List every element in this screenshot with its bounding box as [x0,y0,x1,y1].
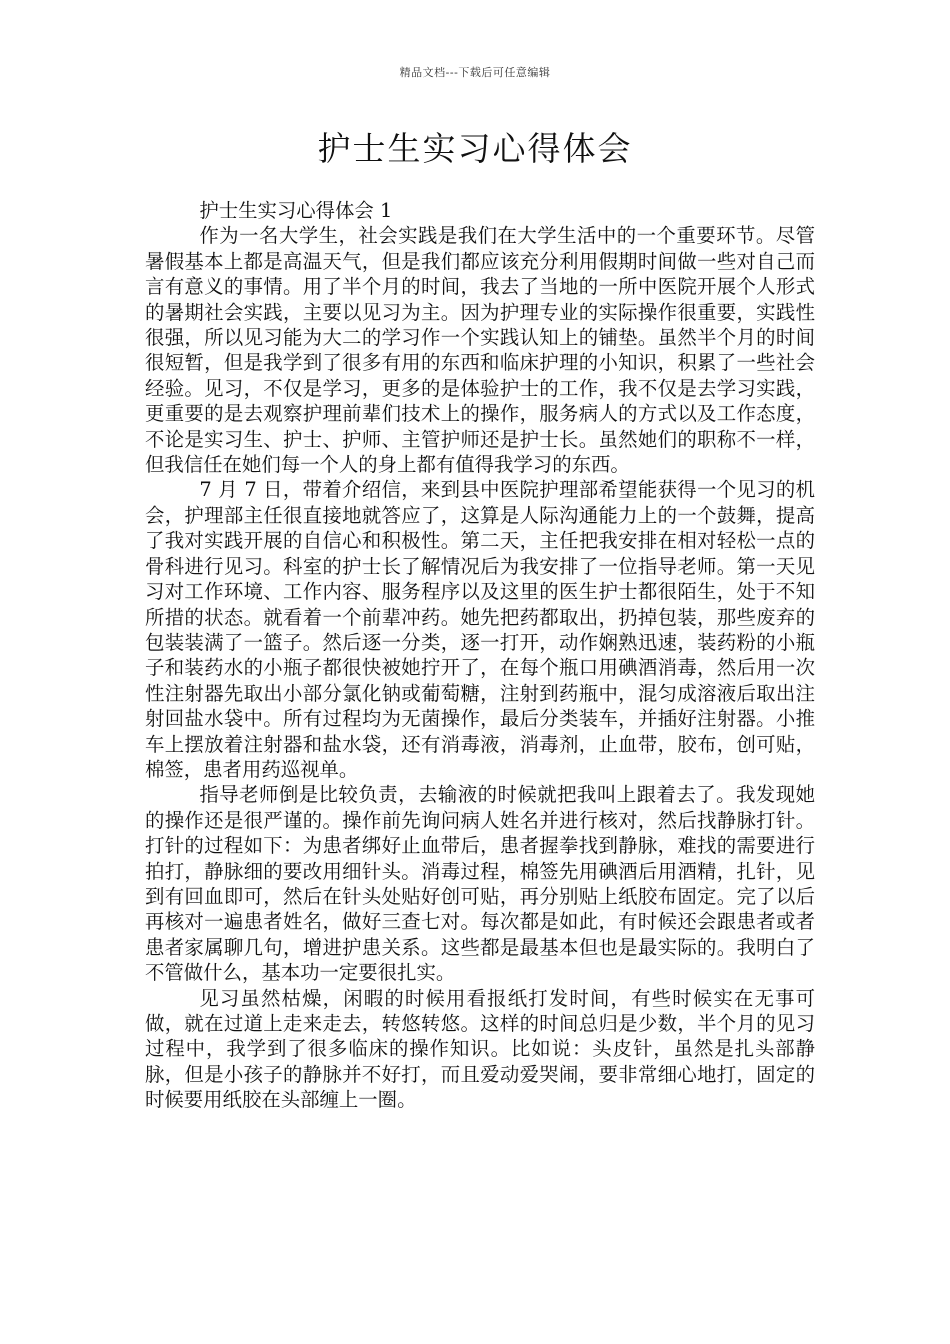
paragraph-3: 指导老师倒是比较负责，去输液的时候就把我叫上跟着去了。我发现她的操作还是很严谨的。操作前先询问病人姓名并进行核对，然后找静脉打针。打针的过程如下：为患者绑好止血带后，患者握拳找到静脉，难找的需要进行拍打，静脉细的要改用细针头。消毒过程，棉签先用碘酒后用酒精，扎针，见到有回血即可，然后在针头处贴好创可贴，再分别贴上纸胶布固定。完了以后再核对一遍患者姓名，做好三查七对。每次都是如此，有时候还会跟患者或者患者家属聊几句，增进护患关系。这些都是最基本但也是最实际的。我明白了不管做什么，基本功一定要很扎实。 [145,783,815,985]
document-title: 护士生实习心得体会 [317,129,633,168]
section-subtitle: 护士生实习心得体会 1 [199,199,393,222]
paragraph-1: 作为一名大学生，社会实践是我们在大学生活中的一个重要环节。尽管暑假基本上都是高温天气，但是我们都应该充分利用假期时间做一些对自己而言有意义的事情。用了半个月的时间，我去了当地的一所中医院开展个人形式的暑期社会实践，主要以见习为主。因为护理专业的实际操作很重要，实践性很强，所以见习能为大二的学习作一个实践认知上的铺垫。虽然半个月的时间很短暂，但是我学到了很多有用的东西和临床护理的小知识，积累了一些社会经验。见习，不仅是学习，更多的是体验护士的工作，我不仅是去学习实践，更重要的是去观察护理前辈们技术上的操作，服务病人的方式以及工作态度，不论是实习生、护士、护师、主管护师还是护士长。虽然她们的职称不一样，但我信任在她们每一个人的身上都有值得我学习的东西。 [145,224,815,477]
paragraph-4: 见习虽然枯燥，闲暇的时候用看报纸打发时间，有些时候实在无事可做，就在过道上走来走去，转悠转悠。这样的时间总归是少数，半个月的见习过程中，我学到了很多临床的操作知识。比如说：头皮针，虽然是扎头部静脉，但是小孩子的静脉并不好打，而且爱动爱哭闹，要非常细心地打，固定的时候要用纸胶在头部缠上一圈。 [145,986,815,1112]
document-body [145,198,815,1113]
paragraph-2: 7 月 7 日，带着介绍信，来到县中医院护理部希望能获得一个见习的机会，护理部主任很直接地就答应了，这算是人际沟通能力上的一个鼓舞，提高了我对实践开展的自信心和积极性。第二天，主任把我安排在相对轻松一点的骨科进行见习。科室的护士长了解情况后为我安排了一位指导老师。第一天见习对工作环境、工作内容、服务程序以及这里的医生护士都很陌生，处于不知所措的状态。就看着一个前辈冲药。她先把药都取出，扔掉包装，那些废弃的包装装满了一篮子。然后逐一分类，逐一打开，动作娴熟迅速，装药粉的小瓶子和装药水的小瓶子都很快被她拧开了，在每个瓶口用碘酒消毒，然后用一次性注射器先取出小部分氯化钠或葡萄糖，注射到药瓶中，混匀成溶液后取出注射回盐水袋中。所有过程均为无菌操作，最后分类装车，并插好注射器。小推车上摆放着注射器和盐水袋，还有消毒液，消毒剂，止血带，胶布，创可贴，棉签，患者用药巡视单。 [145,478,815,781]
header-note: 精品文档---下载后可任意编辑 [399,66,551,79]
